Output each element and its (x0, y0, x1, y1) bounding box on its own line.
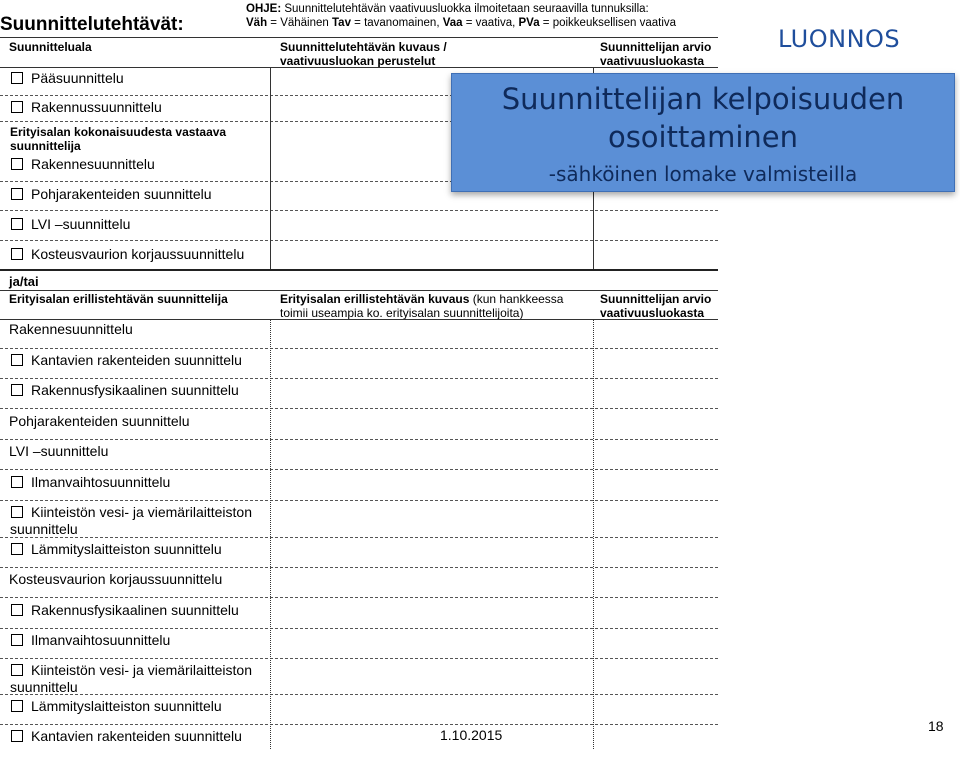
s1-row-label: Rakennussuunnittelu (31, 99, 162, 115)
s2-row-label: Kosteusvaurion korjaussuunnittelu (9, 571, 223, 587)
s2-row (10, 602, 239, 619)
rule (0, 269, 718, 271)
s2-row-label: Kantavien rakenteiden suunnittelu (31, 352, 242, 368)
s2-row (9, 413, 190, 430)
draft-label: LUONNOS (778, 25, 901, 53)
s2-row-label: LVI –suunnittelu (9, 443, 109, 459)
s1-row-label: LVI –suunnittelu (31, 216, 131, 232)
s2-row-label: Ilmanvaihtosuunnittelu (31, 474, 171, 490)
s2-row-label: Kiinteistön vesi- ja viemärilaitteiston suunnittelu (10, 662, 252, 695)
s2-row (9, 571, 222, 588)
code-tav: Tav (332, 17, 351, 29)
notice-banner (451, 73, 955, 192)
rule (0, 408, 718, 409)
s2-col-field: Erityisalan erillistehtävän suunnittelija (9, 292, 228, 306)
page-number: 18 (928, 718, 944, 734)
checkbox[interactable] (11, 604, 23, 616)
rule (0, 469, 718, 470)
rule (0, 37, 718, 38)
rule (0, 378, 718, 379)
rule (0, 67, 718, 68)
checkbox[interactable] (11, 700, 23, 712)
code-pva-text: = poikkeuksellisen vaativa (539, 17, 677, 29)
checkbox[interactable] (11, 188, 23, 200)
s2-col-description-bold: Erityisalan erillistehtävän kuvaus (280, 292, 470, 306)
s1-row-label: Pohjarakenteiden suunnittelu (31, 186, 212, 202)
rule (0, 240, 718, 241)
s1-row (10, 125, 240, 173)
code-vaa: Vaa (442, 17, 463, 29)
s1-row (10, 70, 124, 87)
rule (0, 724, 718, 725)
page-title: Suunnittelutehtävät: (0, 14, 184, 35)
checkbox[interactable] (11, 158, 23, 170)
s1-row (10, 246, 244, 263)
and-or-label: ja/tai (9, 274, 39, 289)
s2-col-assessment: Suunnittelijan arvio vaativuusluokasta (600, 292, 712, 320)
rule (0, 694, 718, 695)
s2-row-label: Rakennusfysikaalinen suunnittelu (31, 602, 239, 618)
s2-row (10, 541, 222, 558)
checkbox[interactable] (11, 543, 23, 555)
rule (0, 500, 718, 501)
col-divider (270, 319, 271, 749)
checkbox[interactable] (11, 384, 23, 396)
s2-row-label: Lämmityslaitteiston suunnittelu (31, 698, 222, 714)
s2-row-label: Ilmanvaihtosuunnittelu (31, 632, 171, 648)
checkbox[interactable] (11, 634, 23, 646)
checkbox[interactable] (11, 506, 23, 518)
s2-row (10, 728, 242, 745)
s1-row-sublabel: Erityisalan kokonaisuudesta vastaava suunnittelija (10, 125, 227, 153)
code-vah-text: = Vähäinen (267, 17, 332, 29)
s1-row-label: Kosteusvaurion korjaussuunnittelu (31, 246, 245, 262)
s2-row (10, 474, 170, 491)
s2-row-label: Lämmityslaitteiston suunnittelu (31, 541, 222, 557)
rule (0, 597, 718, 598)
rule (0, 628, 718, 629)
checkbox[interactable] (11, 664, 23, 676)
s2-row (9, 443, 108, 460)
s1-col-assessment: Suunnittelijan arvio vaativuusluokasta (600, 40, 712, 68)
instructions (246, 2, 676, 30)
s2-row (10, 382, 239, 399)
code-tav-text: = tavanomainen, (350, 17, 443, 29)
s2-row (9, 321, 133, 338)
s1-row (10, 99, 162, 116)
s1-col-field: Suunnitteluala (9, 40, 92, 54)
checkbox[interactable] (11, 476, 23, 488)
s2-row-label: Kiinteistön vesi- ja viemärilaitteiston suunnittelu (10, 504, 252, 537)
checkbox[interactable] (11, 72, 23, 84)
col-divider (270, 67, 271, 269)
s1-row-label: Rakennesuunnittelu (31, 156, 155, 172)
rule (0, 348, 718, 349)
checkbox[interactable] (11, 730, 23, 742)
s2-row (10, 632, 170, 649)
rule (0, 439, 718, 440)
checkbox[interactable] (11, 248, 23, 260)
instructions-label: OHJE: (246, 3, 282, 15)
s2-col-description (280, 292, 580, 320)
s2-row (10, 698, 222, 715)
col-divider (593, 319, 594, 749)
s1-row (10, 216, 130, 233)
rule (0, 319, 718, 320)
code-vah: Väh (246, 17, 268, 29)
code-pva: PVa (518, 17, 540, 29)
rule (0, 290, 718, 291)
banner-line-2: osoittaminen (607, 120, 799, 154)
s2-row-label: Kantavien rakenteiden suunnittelu (31, 728, 242, 744)
s2-col-description-note: (kun hankkeessa toimii useampia ko. erityisalan suunnittelijoita) (280, 292, 564, 320)
checkbox[interactable] (11, 354, 23, 366)
banner-line-1: Suunnittelijan kelpoisuuden (501, 82, 905, 116)
s1-row (10, 186, 212, 203)
rule (0, 567, 718, 568)
s2-row (10, 662, 270, 696)
rule (0, 210, 718, 211)
rule (0, 658, 718, 659)
s2-row-label: Pohjarakenteiden suunnittelu (9, 413, 190, 429)
checkbox[interactable] (11, 101, 23, 113)
footer-date: 1.10.2015 (440, 727, 503, 743)
s2-row (10, 352, 242, 369)
s2-row-label: Rakennusfysikaalinen suunnittelu (31, 382, 239, 398)
banner-line-3: -sähköinen lomake valmisteilla (548, 162, 858, 186)
code-vaa-text: = vaativa, (462, 17, 519, 29)
s2-row-label: Rakennesuunnittelu (9, 321, 133, 337)
rule (0, 537, 718, 538)
s1-col-description: Suunnittelutehtävän kuvaus / vaativuusluokan perustelut (280, 40, 447, 68)
s1-row-label: Pääsuunnittelu (31, 70, 124, 86)
s2-row (10, 504, 270, 538)
checkbox[interactable] (11, 218, 23, 230)
instructions-text: Suunnittelutehtävän vaativuusluokka ilmoitetaan seuraavilla tunnuksilla: (281, 3, 649, 15)
